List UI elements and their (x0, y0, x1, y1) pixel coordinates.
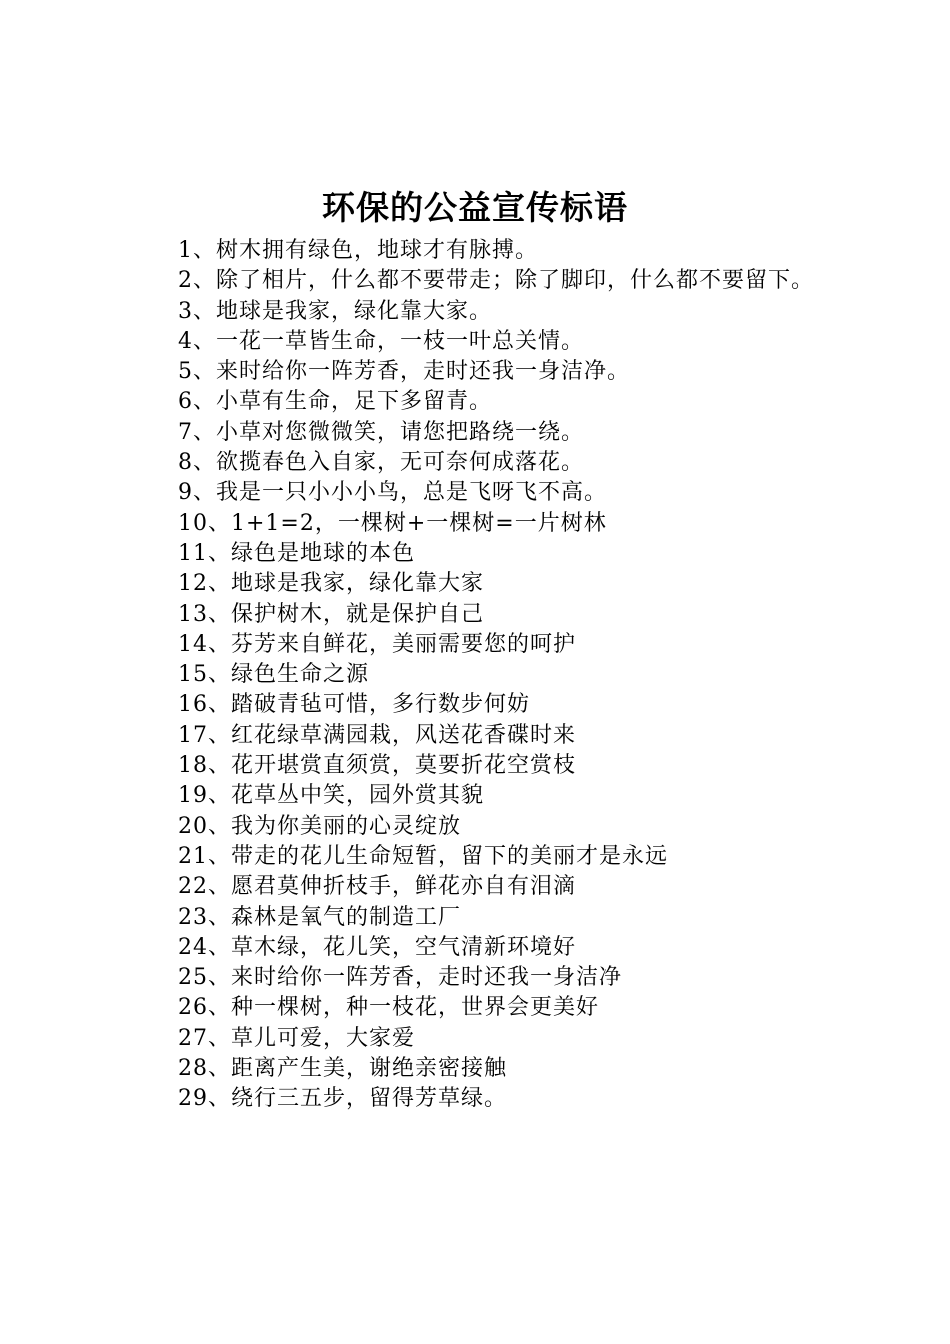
list-item: 17、红花绿草满园栽，风送花香碟时来 (178, 722, 576, 748)
list-item: 11、绿色是地球的本色 (178, 540, 415, 566)
list-item: 16、踏破青毡可惜，多行数步何妨 (178, 692, 530, 718)
list-item: 6、小草有生命，足下多留青。 (178, 389, 492, 415)
list-item: 22、愿君莫伸折枝手，鲜花亦自有泪滴 (178, 874, 576, 900)
list-item: 14、芬芳来自鲜花，美丽需要您的呵护 (178, 631, 576, 657)
list-item: 7、小草对您微微笑，请您把路绕一绕。 (178, 419, 584, 445)
list-item: 2、除了相片，什么都不要带走；除了脚印，什么都不要留下。 (178, 268, 814, 294)
list-item: 3、地球是我家，绿化靠大家。 (178, 298, 492, 324)
list-item: 27、草儿可爱，大家爱 (178, 1025, 415, 1051)
list-item: 4、一花一草皆生命，一枝一叶总关情。 (178, 328, 584, 354)
list-item: 24、草木绿，花儿笑，空气清新环境好 (178, 934, 576, 960)
list-item: 12、地球是我家，绿化靠大家 (178, 571, 484, 597)
list-item: 29、绕行三五步，留得芳草绿。 (178, 1086, 507, 1112)
list-item: 5、来时给你一阵芳香，走时还我一身洁净。 (178, 359, 630, 385)
list-item: 19、花草丛中笑，园外赏其貌 (178, 783, 484, 809)
list-item: 26、种一棵树，种一枝花，世界会更美好 (178, 995, 599, 1021)
slogan-list (128, 236, 833, 1115)
list-item: 10、1+1=2，一棵树+一棵树=一片树林 (178, 510, 607, 536)
list-item: 15、绿色生命之源 (178, 662, 369, 688)
list-item: 23、森林是氧气的制造工厂 (178, 904, 461, 930)
list-item: 13、保护树木，就是保护自己 (178, 601, 484, 627)
list-item: 9、我是一只小小小鸟，总是飞呀飞不高。 (178, 480, 607, 506)
list-item: 25、来时给你一阵芳香，走时还我一身洁净 (178, 965, 622, 991)
list-item: 18、花开堪赏直须赏，莫要折花空赏枝 (178, 753, 576, 779)
list-item: 21、带走的花儿生命短暂，留下的美丽才是永远 (178, 843, 668, 869)
document-title: 环保的公益宣传标语 (322, 188, 628, 227)
list-item: 28、距离产生美，谢绝亲密接触 (178, 1056, 507, 1082)
list-item: 1、树木拥有绿色，地球才有脉搏。 (178, 238, 538, 263)
list-item: 8、欲揽春色入自家，无可奈何成落花。 (178, 450, 584, 476)
list-item: 20、我为你美丽的心灵绽放 (178, 813, 461, 839)
